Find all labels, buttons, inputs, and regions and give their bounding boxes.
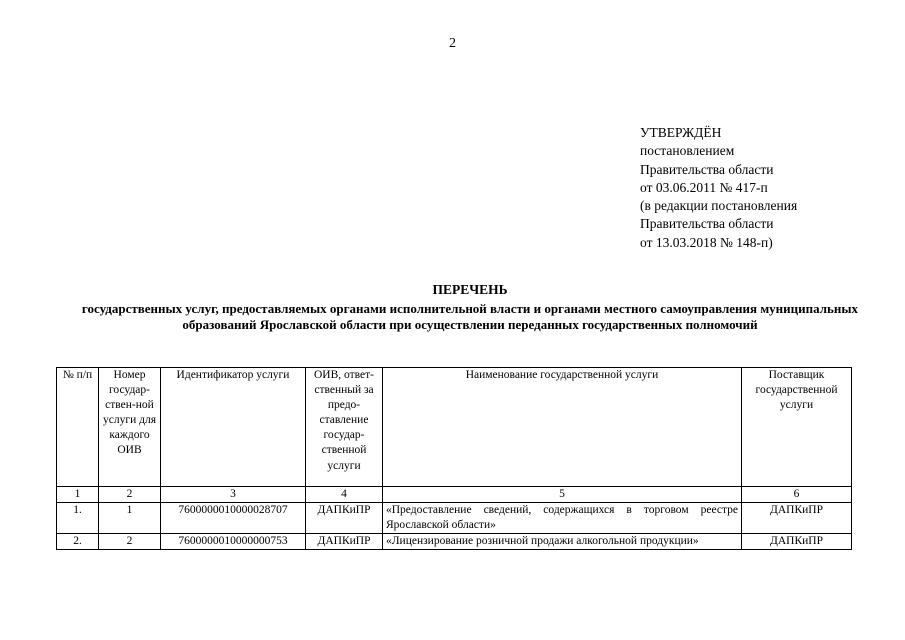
column-number: 5 — [383, 487, 742, 503]
service-name-cell: «Лицензирование розничной продажи алкогольной продукции» — [383, 534, 742, 550]
provider-cell: ДАПКиПР — [742, 503, 852, 534]
approval-line: Правительства области — [640, 161, 774, 177]
approval-line: (в редакции постановления — [640, 198, 798, 214]
column-number: 2 — [99, 487, 161, 503]
header-cell-service-id: Идентификатор услуги — [161, 368, 306, 487]
services-table — [56, 367, 852, 550]
service-id-cell: 7600000010000028707 — [161, 503, 306, 534]
title-subtitle: государственных услуг, предоставляемых органами исполнительной власти и органами местного самоуправления муниципальных образований Ярославской области при осуществлении переданных государственных полномочий — [81, 300, 859, 332]
authority-cell: ДАПКиПР — [306, 534, 383, 550]
table-row — [57, 503, 852, 534]
header-cell-number: № п/п — [57, 368, 99, 487]
table-row — [57, 534, 852, 550]
service-number-cell: 1 — [99, 503, 161, 534]
header-cell-authority: ОИВ, ответ-ственный за предо-ставление государ-ственной услуги — [306, 368, 383, 487]
row-number-cell: 2. — [57, 534, 99, 550]
approval-line: Правительства области — [640, 216, 774, 232]
page-number: 2 — [449, 36, 456, 51]
approval-line: от 13.03.2018 № 148-п) — [640, 234, 773, 250]
column-number-row — [57, 487, 852, 503]
service-number-cell: 2 — [99, 534, 161, 550]
provider-cell: ДАПКиПР — [742, 534, 852, 550]
approval-line: УТВЕРЖДЁН — [640, 125, 722, 140]
column-number: 6 — [742, 487, 852, 503]
table-header-row — [57, 368, 852, 487]
title-heading: ПЕРЕЧЕНЬ — [432, 282, 508, 297]
approval-line: постановлением — [640, 143, 735, 159]
row-number-cell: 1. — [57, 503, 99, 534]
approval-line: от 03.06.2011 № 417-п — [640, 179, 768, 195]
document-title — [60, 282, 880, 334]
column-number: 1 — [57, 487, 99, 503]
approval-stamp — [640, 124, 797, 252]
column-number: 3 — [161, 487, 306, 503]
service-id-cell: 7600000010000000753 — [161, 534, 306, 550]
authority-cell: ДАПКиПР — [306, 503, 383, 534]
column-number: 4 — [306, 487, 383, 503]
header-cell-service-number: Номер государ-ствен-ной услуги для каждого ОИВ — [99, 368, 161, 487]
service-name-cell: «Предоставление сведений, содержащихся в торговом реестре Ярославской области» — [383, 503, 742, 534]
header-cell-service-name: Наименование государственной услуги — [383, 368, 742, 487]
header-cell-provider: Поставщик государственной услуги — [742, 368, 852, 487]
